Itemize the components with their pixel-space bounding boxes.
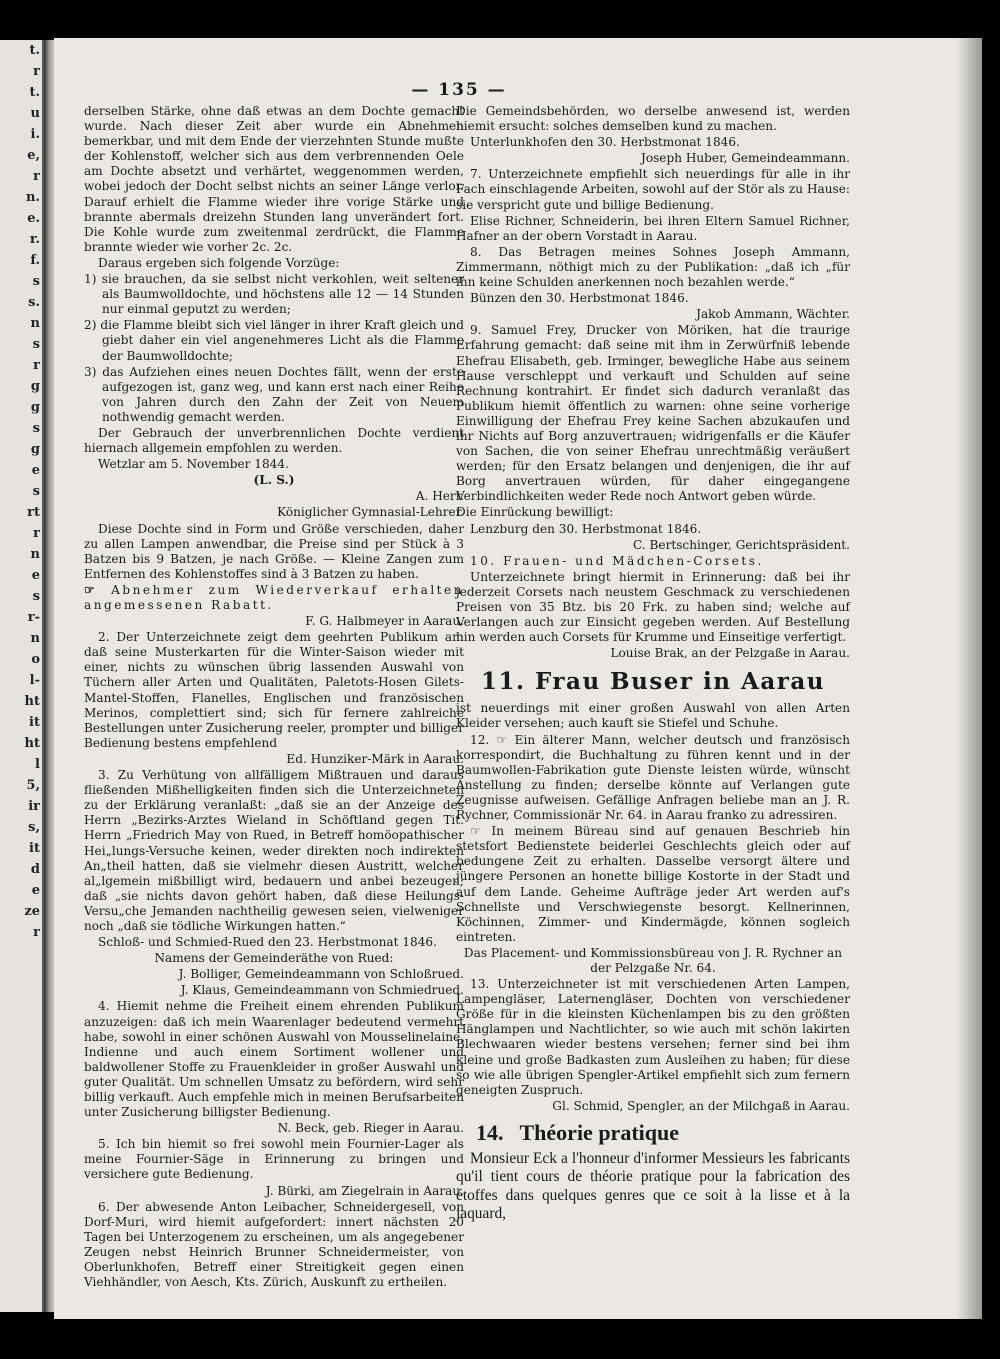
- ad-13: 13. Unterzeichneter ist mit verschiedenen Arten Lampen, Lampengläser, Laternengläser, Dochten von verschiedener Größe für in die kleinsten Küchenlampen bis zu den größten Hänglampen und Nachtlichter, so wie auch mit schön lakirten Blechwaaren wieder bestens versehen; ferner sind bei ihm kleine und große Badkasten zum Ausleihen zu haben; für diese so wie alle übrigen Spengler-Artikel empfiehlt sich zum fernern geneigten Zuspruch.: [456, 977, 850, 1097]
- ad-6-continued: Die Gemeindsbehörden, wo derselbe anwesend ist, werden hiemit ersucht: solches demselben kund zu machen.: [456, 104, 850, 134]
- signer-title: Königlicher Gymnasial-Lehrer.: [277, 505, 464, 520]
- edge-fragment: r.: [29, 232, 40, 247]
- ad-10: Unterzeichnete bringt hiermit in Erinnerung: daß bei ihr jederzeit Corsets nach neustem Geschmack zu verschiedenen Preisen von 35 Btz. bis 20 Frk. zu haben sind; welche auf Verlangen auch zur Einsicht gegeben werden. Auf Bestellung hin werden auch Corsets für Krumme und Einseitige verfertigt.: [456, 569, 850, 645]
- edge-fragment: it: [29, 715, 40, 730]
- edge-fragment: g: [30, 400, 40, 415]
- signature: F. G. Halbmeyer in Aarau.: [305, 614, 464, 629]
- ad-9: 9. Samuel Frey, Drucker von Möriken, hat die traurige Erfahrung gemacht: daß seine mit ihm in Zerwürfniß lebende Ehefrau Elisabeth, geb. Irminger, bewegliche Habe aus seinem Hause verschleppt und verkauft und Schulden auf seine Rechnung kontrahirt. Er findet sich dadurch veranlaßt das Publikum hiemit öffentlich zu warnen: ohne seine vorherige Einwilligung der Ehefrau Frey keine Sachen abzukaufen und ihr Nichts auf Borg anzuvertrauen; widrigenfalls er die Käufer von Sachen, die von seiner Ehefrau unrechtmäßig veräußert werden; für den Ersatz belangen und denjenigen, die ihr auf Borg anvertrauen würden, für daher eingegangene Verbindlichkeiten weder Rede noch Antwort geben würde.: [456, 323, 850, 504]
- ad-10-title: 10. Frauen- und Mädchen-Corsets.: [470, 553, 764, 568]
- seal: (L. S.): [253, 473, 295, 488]
- ad-3: 3. Zu Verhütung von allfälligem Mißtrauen und daraus fließenden Mißhelligkeiten finden sich die Unterzeichneten zu der Erklärung veranlaßt: „daß sie an der Anzeige des Herrn „Bezirks-Arztes Wieland in Schöftland gegen Tit. Herrn „Friedrich May von Rued, in Betreff homöopathischer Hei„lungs-Versuche keinen, weder direkten noch indirekten An„theil hatten, daß sie vielmehr diesen Austritt, welcher al„lgemein mißbilligt wird, bedauern und anbei bezeugen; daß „sie nichts davon gehört haben, daß diese Heilungs-Versu„che Jemanden nachtheilig gewesen seien, vielweniger noch „daß sie tödliche Wirkungen hatten.“: [84, 768, 464, 933]
- list-item: 2) die Flamme bleibt sich viel länger in ihrer Kraft gleich und giebt daher ein viel angenehmeres Licht als die Flamme der Baumwolldochte;: [84, 318, 464, 363]
- heading-14: 14. Théorie pratique: [476, 1119, 679, 1145]
- edge-fragment: n.: [26, 190, 40, 205]
- edge-fragment: s: [32, 421, 40, 436]
- ad-8: 8. Das Betragen meines Sohnes Joseph Ammann, Zimmermann, nöthigt mich zu der Publikation: „daß ich „für ihn keine Schulden anerkennen noch bezahlen werde.“: [456, 244, 850, 290]
- edge-fragment: s,: [28, 820, 40, 835]
- ad-6: 6. Der abwesende Anton Leibacher, Schneidergesell, von Dorf-Muri, wird hiemit aufgefordert: innert nächsten 20 Tagen bei Unterzogenem zu erscheinen, um als angegebener Zeugen nebst Heinrich Brunner Schneidermeister, von Oberlunkhofen, Betreff einer Streitigkeit gegen einen Viehhändler, von Aesch, Kts. Zürich, Auskunft zu ertheilen.: [84, 1199, 464, 1290]
- wick-offer: Diese Dochte sind in Form und Größe verschieden, daher zu allen Lampen anwendbar, die Preise sind per Stück à 3 Batzen bis 9 Batzen, je nach Größe. — Kleine Zangen zum Entfernen des Kohlenstoffes sind à 3 Batzen zu haben.: [84, 521, 464, 581]
- edge-fragment: t.: [29, 43, 40, 58]
- edge-fragment: u: [30, 106, 40, 121]
- edge-fragment: e,: [27, 148, 40, 163]
- signature: J. Bolliger, Gemeindeammann von Schloßrued.: [178, 967, 464, 982]
- newspaper-page: [54, 38, 982, 1319]
- right-column: [456, 104, 850, 1224]
- edge-fragment: e: [31, 568, 40, 583]
- signer: A. Herr.: [415, 489, 464, 504]
- advantages-list: [84, 272, 464, 425]
- edge-fragment: e: [31, 883, 40, 898]
- ad-9-place: Lenzburg den 30. Herbstmonat 1846.: [470, 521, 702, 536]
- ad-12: 12. ☞ Ein älterer Mann, welcher deutsch und französisch korrespondirt, die Buchhaltung zu führen kennt und in der Baumwollen-Fabrikation gute Dienste leisten würde, wünscht Anstellung zu finden; derselbe könnte auf Verlangen gute Zeugnisse aufweisen. Gefällige Anfragen beliebe man an J. R. Rychner, Commissionär Nr. 64. in Aarau franko zu adressiren.: [456, 732, 850, 823]
- edge-fragment: rt: [27, 505, 40, 520]
- signature: J. Klaus, Gemeindeammann von Schmiedrued.: [180, 983, 464, 998]
- reseller-note: ☞ Abnehmer zum Wiederverkauf erhalten angemessenen Rabatt.: [84, 582, 464, 612]
- previous-page-text: [2, 40, 40, 943]
- ad-8-place: Bünzen den 30. Herbstmonat 1846.: [470, 291, 689, 306]
- edge-fragment: e: [31, 463, 40, 478]
- edge-fragment: ze: [24, 904, 40, 919]
- ad-3-place: Schloß- und Schmied-Rued den 23. Herbstmonat 1846.: [98, 935, 437, 950]
- edge-fragment: g: [30, 442, 40, 457]
- edge-fragment: f.: [30, 253, 40, 268]
- ad-3-council: Namens der Gemeinderäthe von Rued:: [154, 951, 394, 966]
- book-gutter: [44, 40, 54, 1312]
- edge-fragment: d: [30, 862, 40, 877]
- signature: Ed. Hunziker-Märk in Aarau.: [286, 751, 464, 766]
- edge-fragment: s.: [28, 295, 40, 310]
- edge-fragment: 5,: [26, 778, 40, 793]
- left-column: [84, 104, 464, 1291]
- list-item: 1) sie brauchen, da sie selbst nicht verkohlen, weit seltener als Baumwolldochte, und höchstens alle 12 — 14 Stunden nur einmal geputzt zu werden;: [84, 272, 464, 317]
- ad-9-permit: Die Einrückung bewilligt:: [456, 505, 614, 520]
- edge-fragment: g: [30, 379, 40, 394]
- edge-fragment: n: [30, 547, 40, 562]
- recommendation: Der Gebrauch der unverbrennlichen Dochte verdient hiernach allgemein empfohlen zu werden.: [84, 425, 464, 456]
- ad-14: Monsieur Eck a l'honneur d'informer Messieurs les fabricants qu'il tient cours de théorie pratique pour la fabrication des étoffes dans quelques genres que ce soit à la lisse et à la jaquard,: [456, 1149, 850, 1223]
- edge-fragment: r-: [27, 610, 40, 625]
- edge-fragment: s: [32, 589, 40, 604]
- edge-fragment: r: [33, 925, 40, 940]
- edge-fragment: l-: [29, 673, 40, 688]
- signature: Jakob Ammann, Wächter.: [696, 307, 850, 322]
- ad-6-place: Unterlunkhofen den 30. Herbstmonat 1846.: [470, 135, 740, 150]
- edge-fragment: l: [35, 757, 40, 772]
- edge-fragment: i.: [30, 127, 40, 142]
- edge-fragment: ir: [28, 799, 40, 814]
- edge-fragment: n: [30, 631, 40, 646]
- edge-fragment: t.: [29, 85, 40, 100]
- advantages-intro: Daraus ergeben sich folgende Vorzüge:: [98, 255, 340, 270]
- edge-fragment: s: [32, 337, 40, 352]
- signature: Gl. Schmid, Spengler, an der Milchgaß in Aarau.: [552, 1098, 850, 1113]
- edge-fragment: r: [33, 526, 40, 541]
- ad-7: 7. Unterzeichnete empfiehlt sich neuerdings für alle in ihr Fach einschlagende Arbeiten, sowohl auf der Stör als zu Hause: sie verspricht gute und billige Bedienung.: [456, 167, 850, 212]
- edge-fragment: s: [32, 274, 40, 289]
- signature: Das Placement- und Kommissionsbüreau von J. R. Rychner an der Pelzgaße Nr. 64.: [463, 945, 843, 975]
- edge-fragment: n: [30, 316, 40, 331]
- edge-fragment: ht: [24, 694, 40, 709]
- place-date: Wetzlar am 5. November 1844.: [98, 457, 289, 472]
- lamp-wick-report: derselben Stärke, ohne daß etwas an dem Dochte gemacht wurde. Nach dieser Zeit aber wurde ein Abnehmen bemerkbar, und mit dem Ende der vierzehnten Stunde mußte der Kohlenstoff, welcher sich aus dem verbrennenden Oele am Dochte absetzt und verhärtet, weggenommen werden, wobei jedoch der Docht selbst nichts an seiner Länge verlor. Darauf erhielt die Flamme wieder ihre vorige Stärke und brannte abermals dreizehn Stunden lang unverändert fort. Die Kohle wurde zum zweitenmal zerdrückt, die Flamme brannte wieder wie vorher 2c. 2c.: [84, 104, 464, 254]
- heading-11: 11. Frau Buser in Aarau: [480, 668, 826, 696]
- signature: Elise Richner, Schneiderin, bei ihren Eltern Samuel Richner, Hafner an der obern Vorstadt in Aarau.: [456, 213, 850, 243]
- pointing-hand-icon: ☞: [84, 582, 98, 597]
- edge-fragment: o: [31, 652, 40, 667]
- signature: J. Bürki, am Ziegelrain in Aarau.: [265, 1183, 464, 1198]
- edge-fragment: e.: [27, 211, 40, 226]
- page-number: — 135 —: [411, 80, 507, 100]
- edge-fragment: r: [33, 358, 40, 373]
- list-item: 3) das Aufziehen eines neuen Dochtes fällt, wenn der erste aufgezogen ist, ganz weg, und kann erst nach einer Reihe von Jahren durch den Zahn der Zeit von Neuem nothwendig gemacht werden.: [84, 364, 464, 424]
- signature: Louise Brak, an der Pelzgaße in Aarau.: [610, 646, 850, 661]
- edge-fragment: s: [32, 484, 40, 499]
- edge-fragment: ht: [24, 736, 40, 751]
- edge-fragment: r: [33, 169, 40, 184]
- previous-page-edge: [0, 40, 44, 1312]
- ad-11: ist neuerdings mit einer großen Auswahl von allen Arten Kleider versehen; auch kauft sie Stiefel und Schuhe.: [456, 701, 850, 731]
- ad-4: 4. Hiemit nehme die Freiheit einem ehrenden Publikum anzuzeigen: daß ich mein Waarenlager bedeutend vermehrt habe, sowohl in einer schönen Auswahl von Mousselinelaine, Indienne und auch einem Sortiment wollener und baldwollener Stoffe zu Frauenkleider in großer Auswahl und guter Qualität. Um schnellen Umsatz zu befördern, wird sehr billig verkauft. Auch empfehle mich in meinen Berufsarbeiten unter Zusicherung billigster Bedienung.: [84, 999, 464, 1120]
- signature: N. Beck, geb. Rieger in Aarau.: [277, 1121, 464, 1136]
- edge-fragment: r: [33, 64, 40, 79]
- ad-2: 2. Der Unterzeichnete zeigt dem geehrten Publikum an: daß seine Musterkarten für die Winter-Saison wieder mit einer, nichts zu wünschen übrig lassenden Auswahl von Tüchern aller Arten und Qualitäten, Paletots-Hosen Gilets-Mantel-Stoffen, Flanelles, Englischen und französischen Merinos, complettiert sind; sich für fernere zahlreiche Bestellungen unter Zusicherung reeler, prompter und billiger Bedienung bestens empfehlend: [84, 630, 464, 750]
- ad-12-bureau: ☞ In meinem Büreau sind auf genauen Beschrieb hin stetsfort Bedienstete beiderlei Geschlechts gleich oder auf bedungene Zeit zu erhalten. Dasselbe versorgt ältere und jüngere Personen an honette billige Kostorte in der Stadt und auf dem Lande. Geheime Aufträge jeder Art werden auf's Schnellste und Verschwiegenste besorgt. Kellnerinnen, Köchinnen, Zimmer- und Kindermägde, können sogleich eintreten.: [456, 824, 850, 944]
- signature: Joseph Huber, Gemeindeammann.: [640, 151, 850, 166]
- signature: C. Bertschinger, Gerichtspräsident.: [633, 537, 850, 552]
- ad-5: 5. Ich bin hiemit so frei sowohl mein Fournier-Lager als meine Fournier-Säge in Erinnerung zu bringen und versichere gute Bedienung.: [84, 1137, 464, 1182]
- edge-fragment: it: [29, 841, 40, 856]
